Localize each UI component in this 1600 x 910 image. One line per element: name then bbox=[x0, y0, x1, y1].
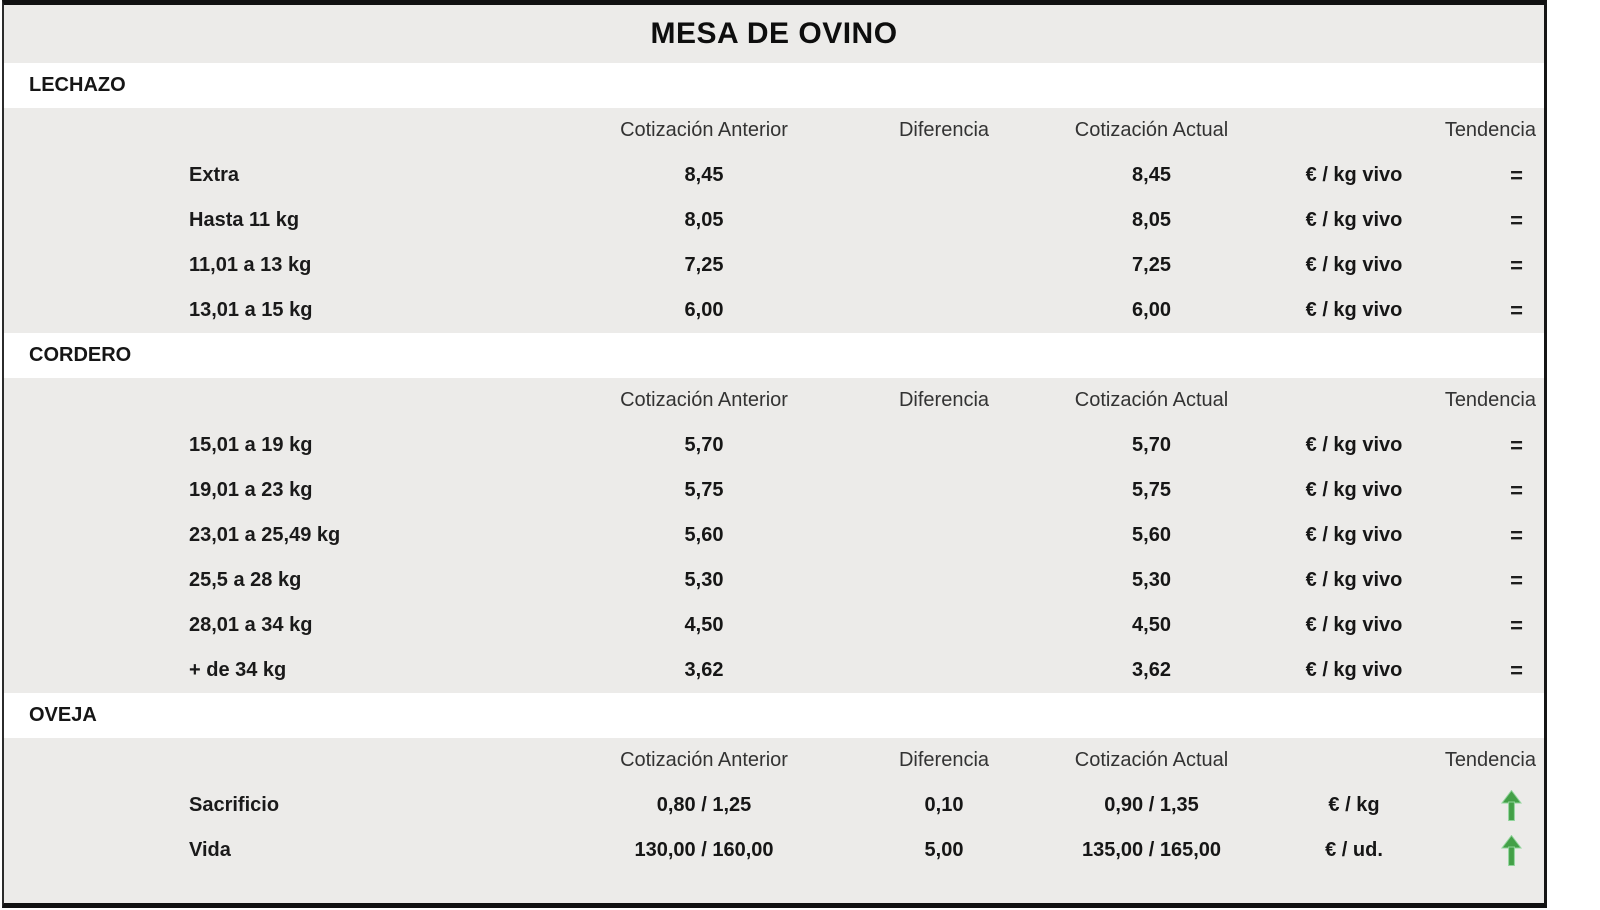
trend-indicator bbox=[1444, 523, 1541, 549]
actual-value: 8,45 bbox=[1132, 164, 1171, 186]
row-label: 11,01 a 13 kg bbox=[189, 254, 312, 276]
anterior-value: 3,62 bbox=[684, 659, 724, 681]
unit-label: € / kg vivo bbox=[1305, 434, 1403, 456]
row-label: + de 34 kg bbox=[189, 659, 287, 681]
column-header-cotizacion-anterior: Cotización Anterior bbox=[620, 749, 788, 771]
anterior-value: 0,80 / 1,25 bbox=[656, 794, 752, 816]
anterior-value: 8,05 bbox=[684, 209, 724, 231]
unit-label: € / kg vivo bbox=[1305, 164, 1403, 186]
table-row bbox=[4, 288, 1544, 333]
column-header-diferencia: Diferencia bbox=[898, 119, 990, 141]
unit-label: € / kg vivo bbox=[1305, 479, 1403, 501]
section-row-cordero bbox=[4, 333, 1544, 378]
section-header-lechazo: LECHAZO bbox=[29, 74, 126, 96]
row-label: Sacrificio bbox=[189, 794, 280, 816]
column-header-row bbox=[4, 738, 1544, 783]
column-header-diferencia: Diferencia bbox=[898, 749, 990, 771]
title-row bbox=[4, 5, 1544, 63]
column-header-cotizacion-anterior: Cotización Anterior bbox=[620, 389, 788, 411]
row-label: 28,01 a 34 kg bbox=[189, 614, 313, 636]
equal-icon: = bbox=[1510, 162, 1523, 188]
trend-indicator bbox=[1444, 298, 1541, 324]
trend-indicator bbox=[1444, 835, 1541, 866]
row-label: 13,01 a 15 kg bbox=[189, 299, 313, 321]
unit-label: € / kg vivo bbox=[1305, 254, 1403, 276]
trend-indicator bbox=[1444, 163, 1541, 189]
row-label: 15,01 a 19 kg bbox=[189, 434, 313, 456]
trend-up-icon bbox=[1500, 790, 1523, 821]
equal-icon: = bbox=[1510, 477, 1523, 503]
actual-value: 5,30 bbox=[1132, 569, 1171, 591]
trend-indicator bbox=[1444, 478, 1541, 504]
column-header-cotizacion-actual: Cotización Actual bbox=[1074, 749, 1229, 771]
unit-label: € / ud. bbox=[1325, 839, 1383, 861]
table-row bbox=[4, 603, 1544, 648]
column-header-tendencia: Tendencia bbox=[1444, 389, 1536, 411]
column-header-tendencia: Tendencia bbox=[1444, 749, 1536, 771]
mesa-de-ovino-table bbox=[2, 0, 1547, 908]
table-row bbox=[4, 513, 1544, 558]
section-header-oveja: OVEJA bbox=[29, 704, 97, 726]
equal-icon: = bbox=[1510, 612, 1523, 638]
page-title: MESA DE OVINO bbox=[650, 17, 898, 50]
equal-icon: = bbox=[1510, 567, 1523, 593]
table-row bbox=[4, 828, 1544, 873]
actual-value: 5,70 bbox=[1132, 434, 1171, 456]
trend-up-icon bbox=[1500, 835, 1523, 866]
anterior-value: 5,75 bbox=[684, 479, 724, 501]
table-row bbox=[4, 198, 1544, 243]
section-header-cordero: CORDERO bbox=[29, 344, 132, 366]
trend-indicator bbox=[1444, 253, 1541, 279]
unit-label: € / kg bbox=[1328, 794, 1380, 816]
row-label: Extra bbox=[189, 164, 240, 186]
section-row-oveja bbox=[4, 693, 1544, 738]
column-header-diferencia: Diferencia bbox=[898, 389, 990, 411]
equal-icon: = bbox=[1510, 252, 1523, 278]
trend-indicator bbox=[1444, 658, 1541, 684]
table-row bbox=[4, 243, 1544, 288]
trend-indicator bbox=[1444, 613, 1541, 639]
table-row bbox=[4, 648, 1544, 693]
equal-icon: = bbox=[1510, 522, 1523, 548]
anterior-value: 8,45 bbox=[684, 164, 724, 186]
table-row bbox=[4, 423, 1544, 468]
row-label: Vida bbox=[189, 839, 231, 861]
diferencia-value: 0,10 bbox=[924, 794, 964, 816]
diferencia-value: 5,00 bbox=[924, 839, 964, 861]
table-sections bbox=[4, 63, 1544, 873]
unit-label: € / kg vivo bbox=[1305, 614, 1403, 636]
unit-label: € / kg vivo bbox=[1305, 209, 1403, 231]
unit-label: € / kg vivo bbox=[1305, 299, 1403, 321]
column-header-cotizacion-actual: Cotización Actual bbox=[1074, 119, 1229, 141]
actual-value: 7,25 bbox=[1132, 254, 1171, 276]
column-header-cotizacion-anterior: Cotización Anterior bbox=[620, 119, 788, 141]
table-row bbox=[4, 468, 1544, 513]
actual-value: 6,00 bbox=[1132, 299, 1171, 321]
equal-icon: = bbox=[1510, 657, 1523, 683]
anterior-value: 5,60 bbox=[684, 524, 724, 546]
equal-icon: = bbox=[1510, 432, 1523, 458]
unit-label: € / kg vivo bbox=[1305, 524, 1403, 546]
column-header-tendencia: Tendencia bbox=[1444, 119, 1536, 141]
anterior-value: 5,70 bbox=[684, 434, 724, 456]
equal-icon: = bbox=[1510, 207, 1523, 233]
anterior-value: 7,25 bbox=[684, 254, 724, 276]
unit-label: € / kg vivo bbox=[1305, 569, 1403, 591]
table-row bbox=[4, 153, 1544, 198]
equal-icon: = bbox=[1510, 297, 1523, 323]
bottom-spacer bbox=[4, 873, 1544, 903]
row-label: 25,5 a 28 kg bbox=[189, 569, 302, 591]
anterior-value: 130,00 / 160,00 bbox=[634, 839, 774, 861]
anterior-value: 5,30 bbox=[684, 569, 724, 591]
section-row-lechazo bbox=[4, 63, 1544, 108]
trend-indicator bbox=[1444, 790, 1541, 821]
row-label: 23,01 a 25,49 kg bbox=[189, 524, 341, 546]
column-header-row bbox=[4, 108, 1544, 153]
trend-indicator bbox=[1444, 568, 1541, 594]
trend-indicator bbox=[1444, 208, 1541, 234]
actual-value: 8,05 bbox=[1132, 209, 1171, 231]
table-row bbox=[4, 783, 1544, 828]
actual-value: 135,00 / 165,00 bbox=[1081, 839, 1221, 861]
actual-value: 0,90 / 1,35 bbox=[1104, 794, 1199, 816]
row-label: 19,01 a 23 kg bbox=[189, 479, 313, 501]
actual-value: 3,62 bbox=[1132, 659, 1171, 681]
row-label: Hasta 11 kg bbox=[189, 209, 300, 231]
column-header-row bbox=[4, 378, 1544, 423]
anterior-value: 4,50 bbox=[684, 614, 724, 636]
unit-label: € / kg vivo bbox=[1305, 659, 1403, 681]
trend-indicator bbox=[1444, 433, 1541, 459]
table-row bbox=[4, 558, 1544, 603]
actual-value: 5,75 bbox=[1132, 479, 1171, 501]
actual-value: 4,50 bbox=[1132, 614, 1171, 636]
actual-value: 5,60 bbox=[1132, 524, 1171, 546]
column-header-cotizacion-actual: Cotización Actual bbox=[1074, 389, 1229, 411]
anterior-value: 6,00 bbox=[684, 299, 724, 321]
